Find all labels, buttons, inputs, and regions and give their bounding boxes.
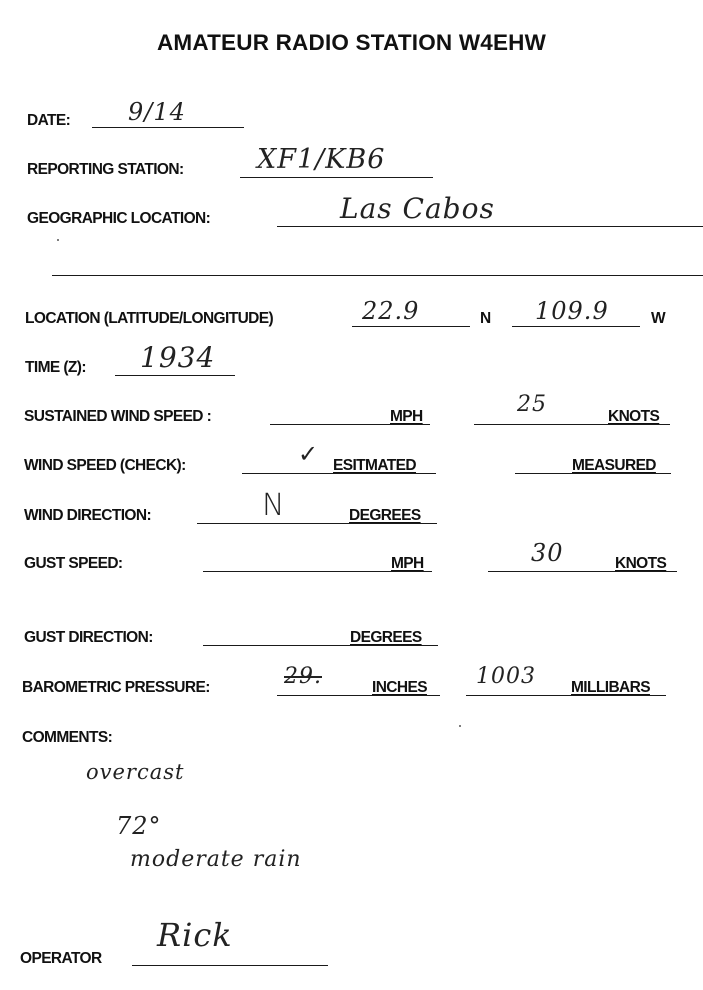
millibars-label: MILLIBARS <box>571 679 650 696</box>
geographic-location-line <box>277 226 703 227</box>
operator-line <box>132 965 328 966</box>
wind-direction-degrees-label: DEGREES <box>349 507 421 524</box>
sustained-knots-label: KNOTS <box>608 408 660 425</box>
sustained-wind-speed-label: SUSTAINED WIND SPEED : <box>24 408 212 425</box>
scan-speck <box>459 725 461 727</box>
sustained-knots-value: 25 <box>517 392 547 417</box>
pressure-inches-value: 29. <box>284 664 322 689</box>
pressure-millibars-value: 1003 <box>476 664 536 689</box>
date-value: 9/14 <box>128 98 186 126</box>
gust-speed-label: GUST SPEED: <box>24 555 123 572</box>
time-line <box>115 375 235 376</box>
north-label: N <box>480 310 491 327</box>
comment-line-1: overcast <box>86 760 185 784</box>
form-title: AMATEUR RADIO STATION W4EHW <box>156 30 547 55</box>
latitude-value: 22.9 <box>362 297 420 325</box>
time-value: 1934 <box>140 341 216 374</box>
reporting-station-value: XF1/KB6 <box>257 144 386 175</box>
comment-line-3: moderate rain <box>130 847 302 872</box>
measured-label: MEASURED <box>572 457 656 474</box>
longitude-value: 109.9 <box>535 297 609 325</box>
comments-label: COMMENTS: <box>22 729 113 746</box>
scan-speck <box>57 239 59 241</box>
reporting-station-line <box>240 177 433 178</box>
geographic-location-label: GEOGRAPHIC LOCATION: <box>27 210 211 227</box>
date-line <box>92 127 244 128</box>
check-mark-icon: ✓ <box>298 440 320 468</box>
gust-knots-label: KNOTS <box>615 555 667 572</box>
date-label: DATE: <box>27 112 71 129</box>
barometric-pressure-label: BAROMETRIC PRESSURE: <box>22 679 210 696</box>
gust-direction-label: GUST DIRECTION: <box>24 629 153 646</box>
wind-direction-value: N <box>262 488 286 523</box>
gust-direction-degrees-label: DEGREES <box>350 629 422 646</box>
latitude-line <box>352 326 470 327</box>
geographic-location-line-2 <box>52 275 703 276</box>
longitude-line <box>512 326 640 327</box>
time-label: TIME (Z): <box>25 359 86 376</box>
location-label: LOCATION (LATITUDE/LONGITUDE) <box>25 310 274 327</box>
reporting-station-label: REPORTING STATION: <box>27 161 184 178</box>
geographic-location-value: Las Cabos <box>340 192 495 225</box>
gust-knots-value: 30 <box>531 539 564 567</box>
comment-line-2: 72° <box>116 812 162 840</box>
wind-speed-check-label: WIND SPEED (CHECK): <box>24 457 186 474</box>
inches-label: INCHES <box>372 679 427 696</box>
west-label: W <box>651 310 666 327</box>
estimated-label: ESITMATED <box>333 457 417 474</box>
operator-signature: Rick <box>157 916 233 954</box>
gust-mph-label: MPH <box>391 555 424 572</box>
sustained-mph-label: MPH <box>390 408 423 425</box>
operator-label: OPERATOR <box>20 950 102 967</box>
wind-direction-label: WIND DIRECTION: <box>24 507 152 524</box>
